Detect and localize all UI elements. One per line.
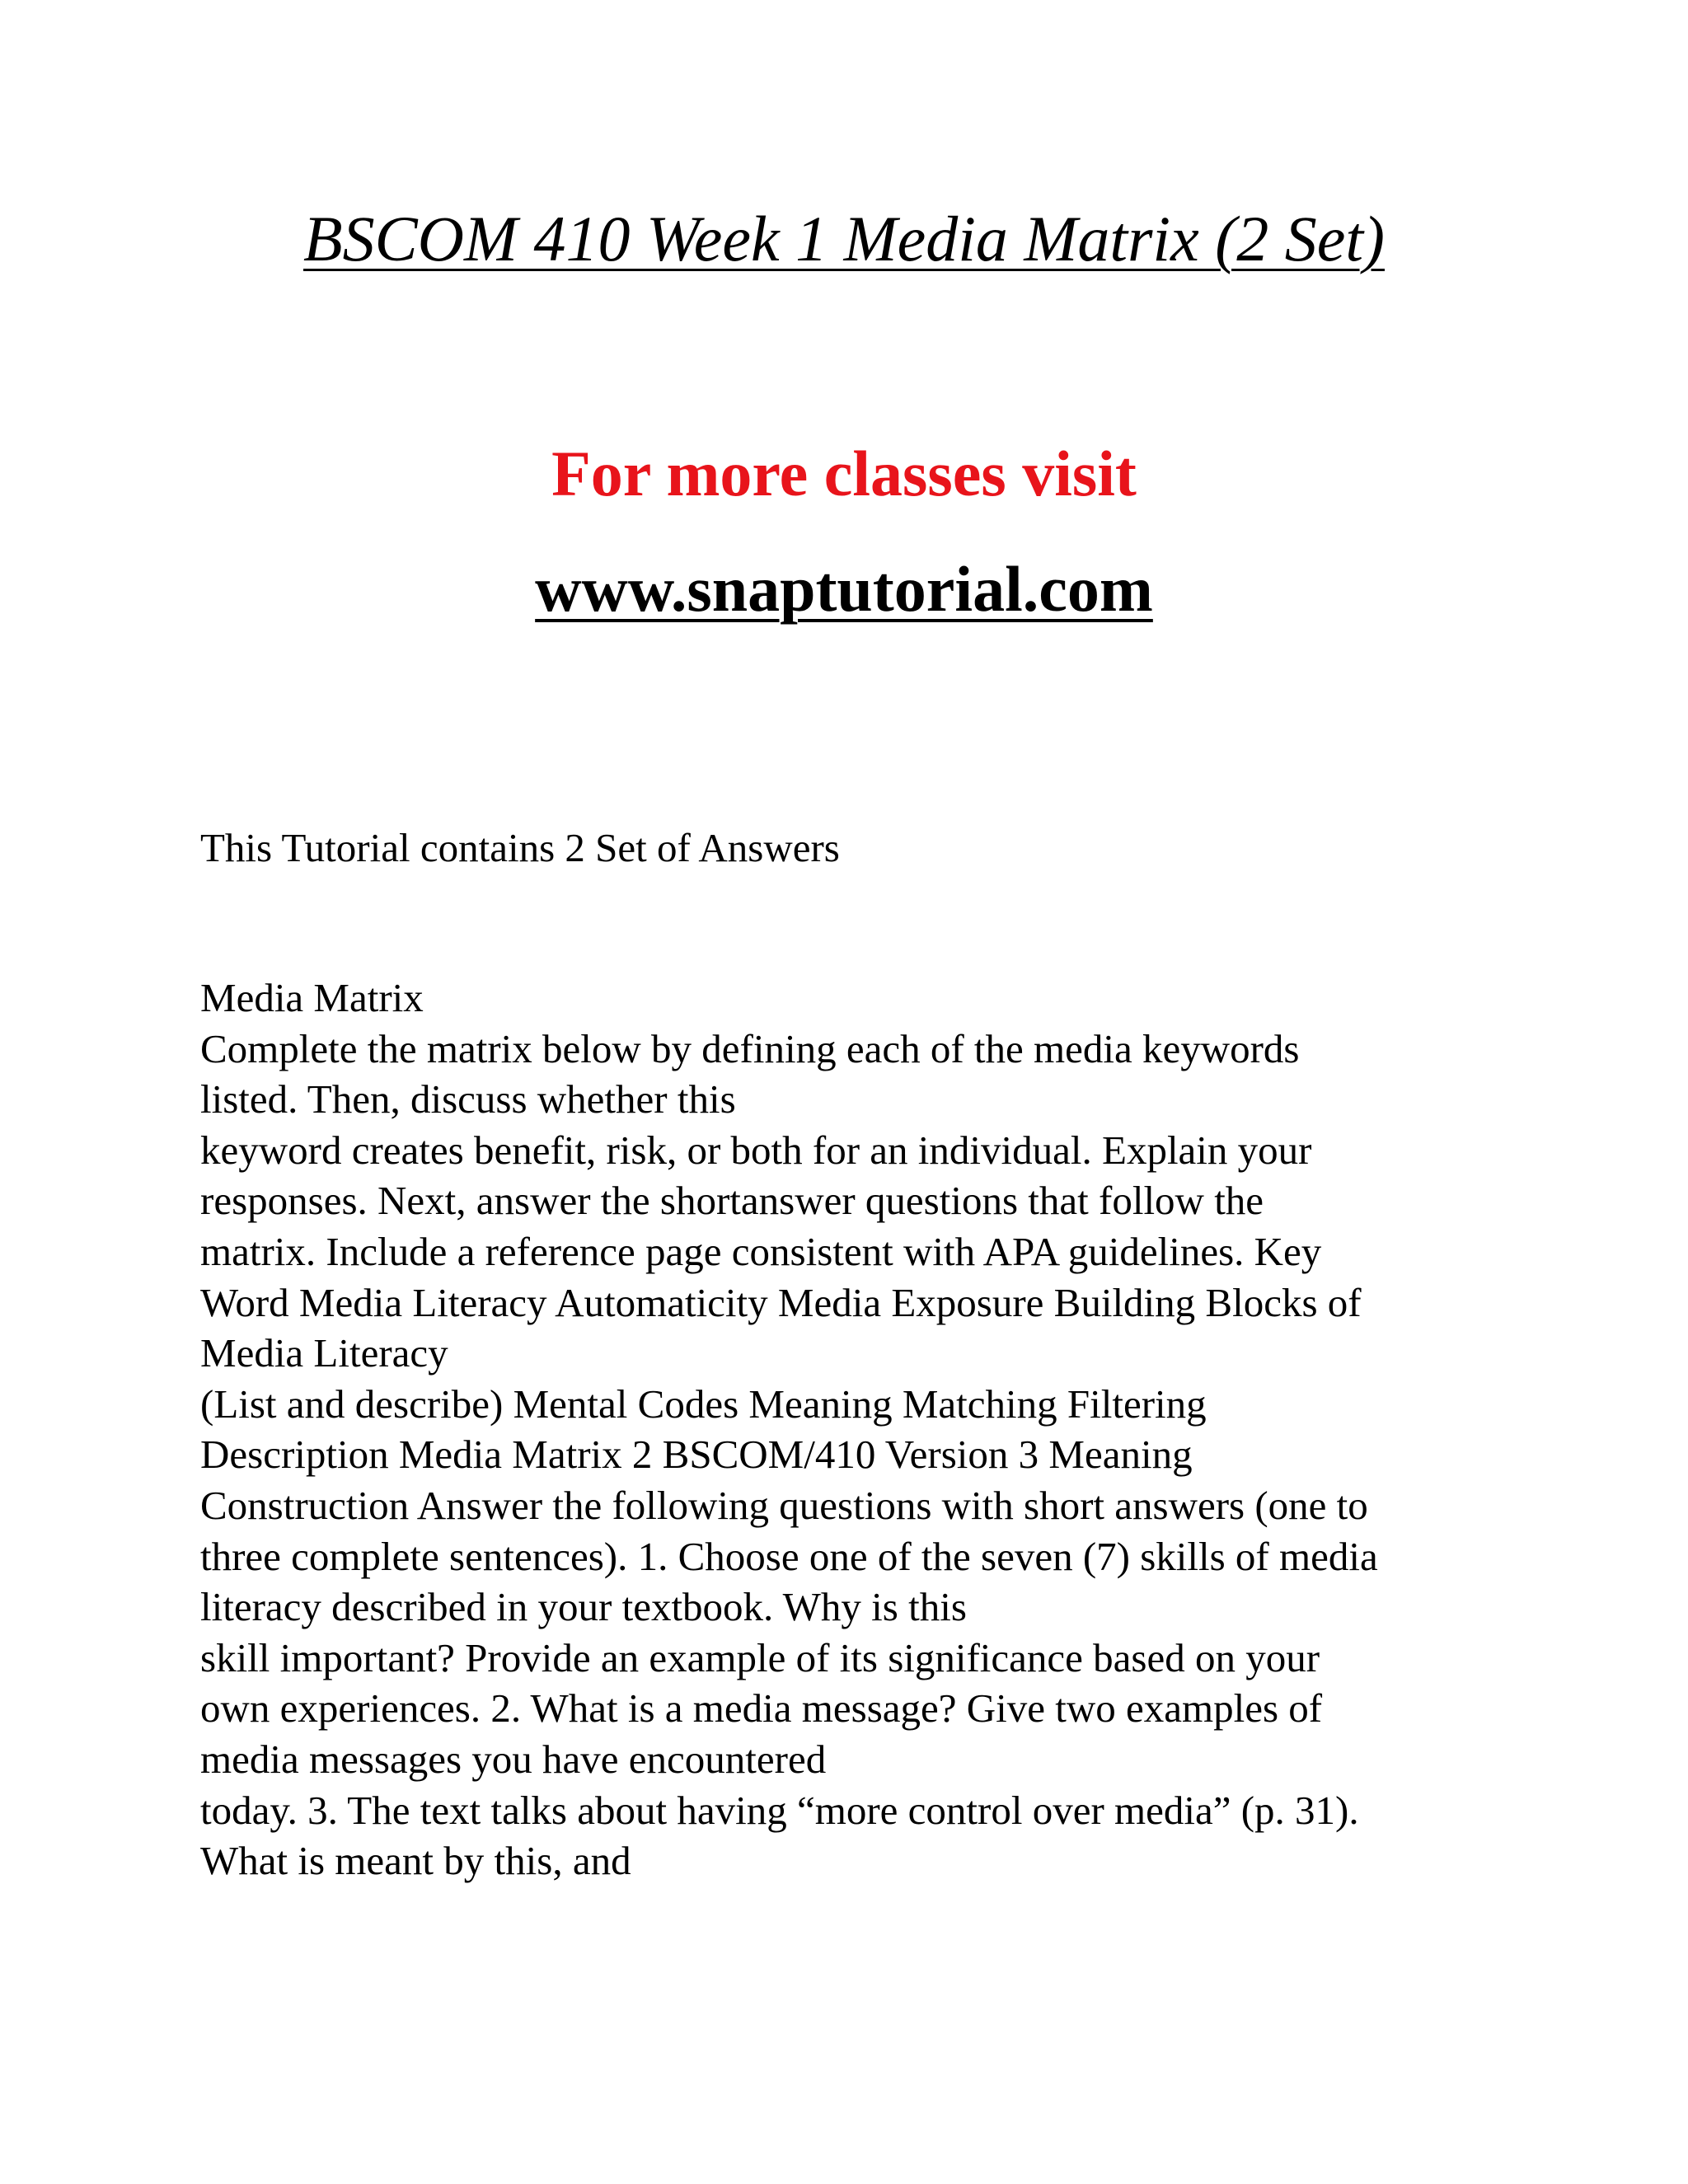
document-title-text: BSCOM 410 Week 1 Media Matrix (2 Set) [303,203,1385,274]
body-line: own experiences. 2. What is a media message? Give two examples of [200,1685,1323,1732]
body-line: responses. Next, answer the shortanswer questions that follow the [200,1178,1264,1224]
intro-text: This Tutorial contains 2 Set of Answers [200,825,840,870]
body-line: media messages you have encountered [200,1736,827,1782]
body-line: today. 3. The text talks about having “more control over media” (p. 31). [200,1787,1359,1833]
body-line: skill important? Provide an example of its significance based on your [200,1634,1320,1680]
body-line: three complete sentences). 1. Choose one of the seven (7) skills of media [200,1533,1378,1579]
body-text [200,972,1536,1886]
document-title [0,198,1688,280]
promo-text: For more classes visit [551,438,1137,509]
body-line: Construction Answer the following questions with short answers (one to [200,1482,1368,1528]
website-link[interactable] [0,548,1688,630]
body-line: keyword creates benefit, risk, or both for an individual. Explain your [200,1127,1312,1173]
body-line: matrix. Include a reference page consistent with APA guidelines. Key [200,1228,1322,1274]
website-link-text[interactable]: www.snaptutorial.com [535,553,1153,625]
body-line: Media Matrix [200,975,424,1020]
body-line: Media Literacy [200,1330,448,1376]
body-line: listed. Then, discuss whether this [200,1076,736,1122]
body-line: literacy described in your textbook. Why is this [200,1584,967,1630]
body-line: Word Media Literacy Automaticity Media Exposure Building Blocks of [200,1279,1362,1325]
body-line: What is meant by this, and [200,1838,631,1884]
body-line: Description Media Matrix 2 BSCOM/410 Version 3 Meaning [200,1432,1193,1478]
body-line: (List and describe) Mental Codes Meaning Matching Filtering [200,1380,1207,1427]
body-line: Complete the matrix below by defining each of the media keywords [200,1025,1300,1071]
